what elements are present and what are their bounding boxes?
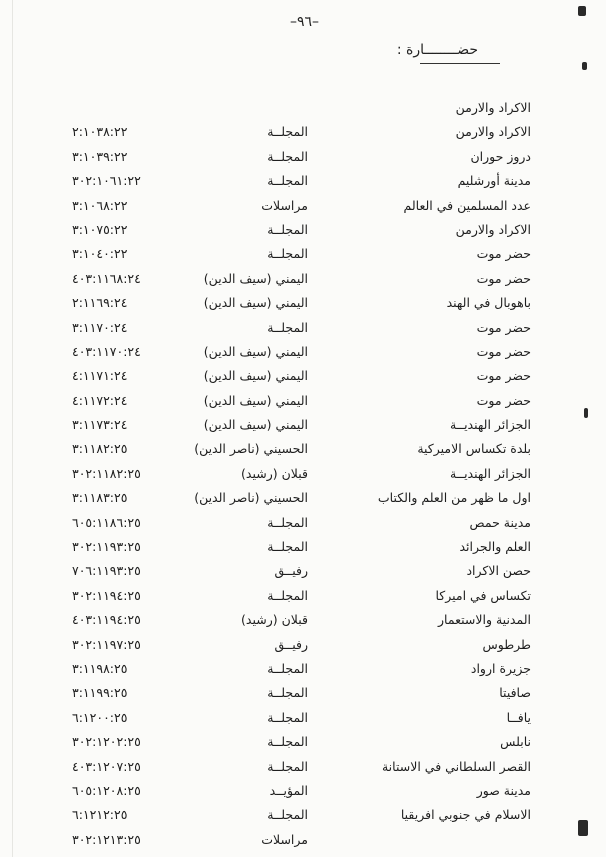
entry-source: المجلــة	[267, 514, 308, 530]
entry-subject: القصر السلطاني في الاستانة	[381, 758, 531, 774]
entry-source: قبلان (رشيد)	[241, 612, 308, 628]
index-row	[0, 269, 606, 293]
entry-subject: بلدة تكساس الاميركية	[417, 441, 531, 457]
entry-subject: مدينة صور	[476, 782, 531, 798]
index-row	[0, 488, 606, 512]
index-row	[0, 415, 606, 439]
entry-reference: ٣٠٢:١٠٦١:٢٢	[72, 173, 141, 189]
entry-reference: ٦:١٢٠٠:٢٥	[72, 709, 128, 725]
entry-reference: ٣:١١٨٢:٢٥	[72, 441, 128, 457]
entry-subject: عدد المسلمين في العالم	[403, 197, 531, 213]
entry-subject: دروز حوران	[470, 148, 531, 164]
entry-source: المجلــة	[267, 758, 308, 774]
entry-source: اليمني (سيف الدين)	[203, 270, 308, 286]
entry-reference: ٦٠٥:١١٨٦:٢٥	[72, 514, 141, 530]
index-row	[0, 659, 606, 683]
entry-source: اليمني (سيف الدين)	[203, 368, 308, 384]
entry-reference: ٦:١٢١٢:٢٥	[72, 807, 128, 823]
entry-reference: ٧٠٦:١١٩٣:٢٥	[72, 563, 141, 579]
entry-reference: ٣:١٠٦٨:٢٢	[72, 197, 128, 213]
entry-reference: ٣٠٢:١٢١٣:٢٥	[72, 831, 141, 847]
entry-source: الحسيني (ناصر الدين)	[194, 490, 308, 506]
entry-source: المجلــة	[267, 246, 308, 262]
entry-reference: ٣٠٢:١١٩٧:٢٥	[72, 636, 141, 652]
index-row	[0, 513, 606, 537]
scan-artifact	[578, 6, 586, 16]
entry-source: اليمني (سيف الدين)	[203, 343, 308, 359]
entry-subject: جزيرة ارواد	[470, 660, 531, 676]
entry-source: المجلــة	[267, 148, 308, 164]
index-row	[0, 561, 606, 585]
entry-source: قبلان (رشيد)	[241, 465, 308, 481]
entry-subject: الاكراد والارمن	[455, 124, 531, 140]
entry-reference: ٣:١٠٣٩:٢٢	[72, 148, 128, 164]
entry-source: المجلــة	[267, 173, 308, 189]
index-row	[0, 610, 606, 634]
entry-source: اليمني (سيف الدين)	[203, 295, 308, 311]
entry-subject: حضر موت	[476, 343, 531, 359]
entry-reference: ٢:١٠٣٨:٢٢	[72, 124, 128, 140]
entry-source: اليمني (سيف الدين)	[203, 417, 308, 433]
index-row	[0, 830, 606, 854]
entry-subject: الجزائر الهنديــة	[450, 417, 531, 433]
entry-subject: حضر موت	[476, 246, 531, 262]
index-row	[0, 147, 606, 171]
entry-subject: الاكراد والارمن	[455, 221, 531, 237]
entry-subject: العلم والجرائد	[459, 539, 531, 555]
index-row	[0, 464, 606, 488]
entry-reference: ٢:١١٦٩:٢٤	[72, 295, 128, 311]
index-row	[0, 366, 606, 390]
index-row	[0, 439, 606, 463]
entry-reference: ٣:١١٧٠:٢٤	[72, 319, 128, 335]
entry-reference: ٣٠٢:١١٨٢:٢٥	[72, 465, 141, 481]
entry-subject: حضر موت	[476, 392, 531, 408]
index-table	[0, 98, 606, 854]
entry-source: مراسلات	[261, 197, 308, 213]
entry-subject: المدنية والاستعمار	[438, 612, 531, 628]
index-row	[0, 708, 606, 732]
index-row	[0, 220, 606, 244]
index-row	[0, 98, 606, 122]
entry-reference: ٣:١١٧٣:٢٤	[72, 417, 128, 433]
entry-subject: طرطوس	[482, 636, 531, 652]
entry-subject: نابلس	[500, 734, 531, 750]
entry-reference: ٤:١١٧٢:٢٤	[72, 392, 128, 408]
entry-subject: تكساس في اميركا	[435, 587, 531, 603]
index-row	[0, 683, 606, 707]
entry-reference: ٣:١١٩٩:٢٥	[72, 685, 128, 701]
page-number: –٩٦–	[290, 14, 320, 30]
entry-source: المجلــة	[267, 124, 308, 140]
section-heading: حضــــــــارة :	[396, 42, 478, 58]
entry-reference: ٣:١١٩٨:٢٥	[72, 660, 128, 676]
index-row	[0, 196, 606, 220]
entry-reference: ٣:١١٨٣:٢٥	[72, 490, 128, 506]
entry-source: المجلــة	[267, 587, 308, 603]
entry-reference: ٤٠٣:١٢٠٧:٢٥	[72, 758, 141, 774]
entry-subject: حضر موت	[476, 270, 531, 286]
entry-source: المجلــة	[267, 221, 308, 237]
entry-reference: ٤٠٣:١١٩٤:٢٥	[72, 612, 141, 628]
entry-subject: مدينة حمص	[469, 514, 531, 530]
entry-source: الحسيني (ناصر الدين)	[194, 441, 308, 457]
entry-source: رفيــق	[274, 563, 308, 579]
entry-source: المجلــة	[267, 807, 308, 823]
entry-subject: مدينة أورشليم	[457, 173, 531, 189]
entry-source: المجلــة	[267, 539, 308, 555]
index-row	[0, 586, 606, 610]
entry-subject: يافــا	[506, 709, 531, 725]
heading-underline	[420, 63, 500, 64]
index-row	[0, 781, 606, 805]
scan-artifact	[578, 820, 588, 836]
entry-source: المجلــة	[267, 660, 308, 676]
entry-subject: صافيتا	[499, 685, 531, 701]
index-row	[0, 537, 606, 561]
entry-subject: باهوبال في الهند	[446, 295, 531, 311]
index-row	[0, 244, 606, 268]
index-row	[0, 805, 606, 829]
index-row	[0, 171, 606, 195]
entry-subject: حضر موت	[476, 368, 531, 384]
entry-reference: ٤٠٣:١١٧٠:٢٤	[72, 343, 141, 359]
index-row	[0, 122, 606, 146]
index-row	[0, 342, 606, 366]
entry-source: المجلــة	[267, 685, 308, 701]
entry-subject: حضر موت	[476, 319, 531, 335]
entry-reference: ٣:١٠٤٠:٢٢	[72, 246, 128, 262]
entry-source: المؤيــد	[269, 782, 308, 798]
entry-source: المجلــة	[267, 709, 308, 725]
scan-artifact	[584, 408, 588, 418]
index-row	[0, 635, 606, 659]
index-row	[0, 318, 606, 342]
entry-subject: حصن الاكراد	[466, 563, 531, 579]
index-row	[0, 732, 606, 756]
entry-reference: ٣٠٢:١١٩٤:٢٥	[72, 587, 141, 603]
entry-reference: ٣:١٠٧٥:٢٢	[72, 221, 128, 237]
entry-source: المجلــة	[267, 319, 308, 335]
entry-subject: الجزائر الهنديــة	[450, 465, 531, 481]
entry-reference: ٤٠٣:١١٦٨:٢٤	[72, 270, 141, 286]
entry-subject: الاسلام في جنوبي افريقيا	[400, 807, 531, 823]
entry-subject: الاكراد والارمن	[455, 100, 531, 115]
index-row	[0, 391, 606, 415]
index-row	[0, 293, 606, 317]
entry-source: اليمني (سيف الدين)	[203, 392, 308, 408]
entry-reference: ٤:١١٧١:٢٤	[72, 368, 128, 384]
entry-source: رفيــق	[274, 636, 308, 652]
entry-subject: اول ما ظهر من العلم والكتاب	[377, 490, 531, 506]
entry-reference: ٦٠٥:١٢٠٨:٢٥	[72, 782, 141, 798]
entry-reference: ٣٠٢:١١٩٣:٢٥	[72, 539, 141, 555]
scan-artifact	[582, 62, 587, 70]
entry-source: المجلــة	[267, 734, 308, 750]
index-row	[0, 757, 606, 781]
entry-reference: ٣٠٢:١٢٠٢:٢٥	[72, 734, 141, 750]
entry-source: مراسلات	[261, 831, 308, 847]
